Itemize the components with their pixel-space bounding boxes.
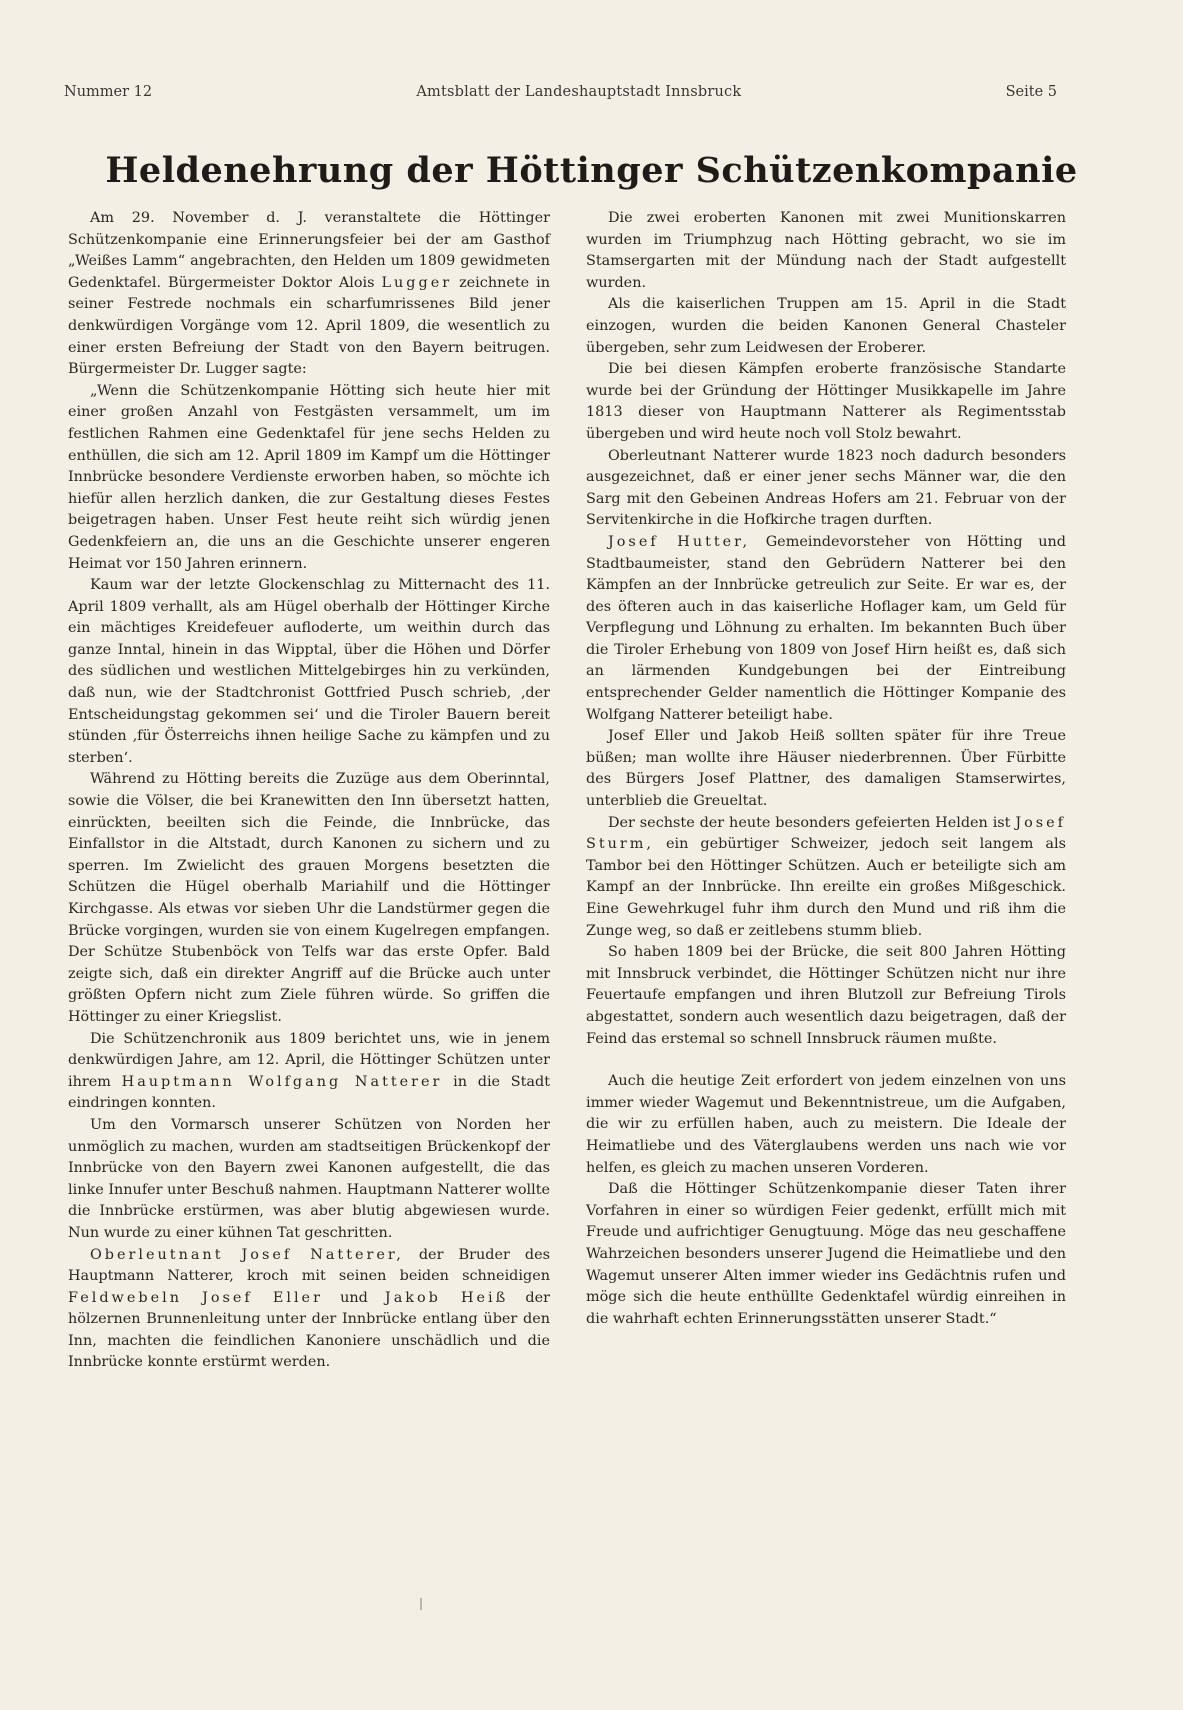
name-emphasis: Josef Sturm, [586,814,1067,853]
paragraph: Während zu Hötting bereits die Zuzüge aus dem Oberinntal, sowie die Völser, die bei Kranewitten den Inn übersetzt hatten, einrückten, beeilten sich die Feinde, die Innbrücke, das Einfallstor in die Altstadt, durch Kanonen zu sichern und zu sperren. Im Zwielicht des grauen Morgens besetzten die Schützen die Hügel oberhalb Mariahilf und die Höttinger Kirchgasse. Als etwas vor sieben Uhr die Landstürmer gegen die Brücke vorgingen, wurden sie von einem Kugelregen empfangen. Der Schütze Stubenböck von Telfs war das erste Opfer. Bald zeigte sich, daß ein direkter Angriff auf die Brücke auch unter größten Opfern nicht zum Ziele führen würde. So griffen die Höttinger zu einer Kriegslist. [68,771,550,1025]
paragraph: Als die kaiserlichen Truppen am 15. April in die Stadt einzogen, wurden die beiden Kanonen General Chasteler übergeben, sehr zum Leidwesen der Eroberer. [586,296,1066,356]
paragraph: „Wenn die Schützenkompanie Hötting sich heute hier mit einer großen Anzahl von Festgästen versammelt, um im festlichen Rahmen eine Gedenktafel für jene sechs Helden zu enthüllen, die sich am 12. April 1809 im Kampf um die Höttinger Innbrücke besondere Verdienste erworben haben, so möchte ich hiefür allen herzlich danken, die zur Gestaltung dieses Festes beigetragen haben. Unser Fest heute reiht sich würdig jenen Gedenkfeiern an, die uns an die Geschichte unserer engeren Heimat vor 150 Jahren erinnern. [68,382,550,572]
paragraph: Oberleutnant Natterer wurde 1823 noch dadurch besonders ausgezeichnet, daß er einer jener sechs Männer war, die den Sarg mit den Gebeinen Andreas Hofers am 21. Februar von der Servitenkirche in die Hofkirche tragen durften. [586,447,1066,529]
publication-name: Amtsblatt der Landeshauptstadt Innsbruck [416,84,742,100]
name-emphasis: Lugger [381,274,453,291]
print-mark [420,1598,422,1610]
paragraph: Oberleutnant Josef Natterer, der Bruder des Hauptmann Natterer, kroch mit seinen beiden schneidigen Feldwebeln Josef Eller und Jakob Heiß der hölzernen Brunnenleitung unter der Innbrücke entlang über den Inn, machten die feindlichen Kanoniere unschädlich und die Innbrücke konnte erstürmt werden. [68,1246,551,1371]
right-column [586,208,1066,1330]
issue-number: Nummer 12 [64,84,153,100]
article-title: Heldenehrung der Höttinger Schützenkompanie [105,150,1078,191]
paragraph: Josef Hutter, Gemeindevorsteher von Hötting und Stadtbaumeister, stand den Gebrüdern Natterer bei den Kämpfen an der Innbrücke getreulich zur Seite. Er war es, der des öfteren auch in das kaiserliche Hoflager kam, um Geld für Verpflegung und Löhnung zu erhalten. Im bekannten Buch über die Tiroler Erhebung von 1809 von Josef Hirn heißt es, daß sich an lärmenden Kundgebungen bei der Eintreibung entsprechender Gelder namentlich die Höttinger Kompanie des Wolfgang Natterer beteiligt habe. [586,533,1066,723]
paragraph: Der sechste der heute besonders gefeierten Helden ist Josef Sturm, ein gebürtiger Schweizer, jedoch seit langem als Tambor bei den Höttinger Schützen. Auch er beteiligte sich am Kampf an der Innbrücke. Ihn ereilte ein großes Mißgeschick. Eine Gewehrkugel fuhr ihm durch den Mund und riß ihm die Zunge weg, so daß er zeitlebens stumm blieb. [586,814,1067,939]
name-emphasis: Josef Hutter, [608,533,751,550]
left-column [68,208,550,1374]
running-header [64,84,1057,100]
paragraph: Auch die heutige Zeit erfordert von jedem einzelnen von uns immer wieder Wagemut und Bekenntnistreue, um die Aufgaben, die wir zu erfüllen haben, auch zu meistern. Die Ideale der Heimatliebe und des Väterglaubens werden uns nach wie vor helfen, es gleich zu machen unseren Vorderen. [586,1073,1066,1176]
paragraph: Die Schützenchronik aus 1809 berichtet uns, wie in jenem denkwürdigen Jahre, am 12. April, die Höttinger Schützen unter ihrem Hauptmann Wolfgang Natterer in die Stadt eindringen konnten. [68,1030,550,1112]
paragraph: Um den Vormarsch unserer Schützen von Norden her unmöglich zu machen, wurden am stadtseitigen Brückenkopf der Innbrücke von den Bayern zwei Kanonen aufgestellt, die das linke Innufer unter Beschuß nahmen. Hauptmann Natterer wollte die Innbrücke erstürmen, was aber blutig abgewiesen wurde. Nun wurde zu einer kühnen Tat geschritten. [68,1116,550,1241]
name-emphasis: Oberleutnant Josef Natterer, [90,1246,404,1263]
name-emphasis: Jakob Heiß [384,1289,509,1306]
paragraph: Die bei diesen Kämpfen eroberte französische Standarte wurde bei der Gründung der Höttinger Musikkapelle im Jahre 1813 dieser von Hauptmann Natterer als Regimentsstab übergeben und wird heute noch voll Stolz bewahrt. [586,361,1066,442]
paragraph: Die zwei eroberten Kanonen mit zwei Munitionskarren wurden im Triumphzug nach Hötting gebracht, wo sie im Stamsergarten mit der Mündung nach der Stadt aufgestellt wurden. [586,210,1066,291]
paragraph: Am 29. November d. J. veranstaltete die Höttinger Schützenkompanie eine Erinnerungsfeier bei der am Gasthof „Weißes Lamm“ angebrachten, den Helden um 1809 gewidmeten Gedenktafel. Bürgermeister Doktor Alois Lugger zeichnete in seiner Festrede nochmals ein scharfumrissenes Bild jener denkwürdigen Vorgänge vom 12. April 1809, die wesentlich zu einer ersten Befreiung der Stadt von den Bayern beitrugen. Bürgermeister Dr. Lugger sagte: [68,210,551,378]
paragraph: Daß die Höttinger Schützenkompanie dieser Taten ihrer Vorfahren in einer so würdigen Feier gedenkt, erfüllt mich mit Freude und aufrichtiger Genugtuung. Möge das neu geschaffene Wahrzeichen besonders unserer Jugend die Heimatliebe und den Wagemut unserer Alten immer wieder ins Gedächtnis rufen und möge sich die heute enthüllte Gedenktafel würdig einreihen in die wahrhaft echten Erinnerungsstätten unserer Stadt.“ [586,1181,1066,1327]
paragraph: Josef Eller und Jakob Heiß sollten später für ihre Treue büßen; man wollte ihre Häuser niederbrennen. Über Fürbitte des Bürgers Josef Plattner, des damaligen Stamserwirtes, unterblieb die Greueltat. [586,728,1066,810]
paragraph: Kaum war der letzte Glockenschlag zu Mitternacht des 11. April 1809 verhallt, als am Hügel oberhalb der Höttinger Kirche ein mächtiges Kreidefeuer aufloderte, um weithin durch das ganze Inntal, hinein in das Wipptal, über die Höhen und Dörfer des südlichen und westlichen Mittelgebirges hin zu verkünden, daß nun, wie der Stadtchronist Gottfried Pusch schrieb, ‚der Entscheidungstag gekommen sei‘ und die Tiroler Bauern bereit stünden ‚für Österreichs ihnen heilige Sache zu kämpfen und zu sterben‘. [68,577,550,766]
name-emphasis: Hauptmann Wolfgang Natterer [121,1073,443,1090]
name-emphasis: Feldwebeln Josef Eller [68,1289,323,1306]
paragraph: So haben 1809 bei der Brücke, die seit 800 Jahren Hötting mit Innsbruck verbindet, die Höttinger Schützen nicht nur ihre Feuertaufe empfangen und ihren Blutzoll zur Befreiung Tirols abgestattet, sondern auch wesentlich dazu beigetragen, daß der Feind das erstemal so schnell Innsbruck räumen mußte. [586,944,1066,1047]
page-number: Seite 5 [1005,84,1057,100]
